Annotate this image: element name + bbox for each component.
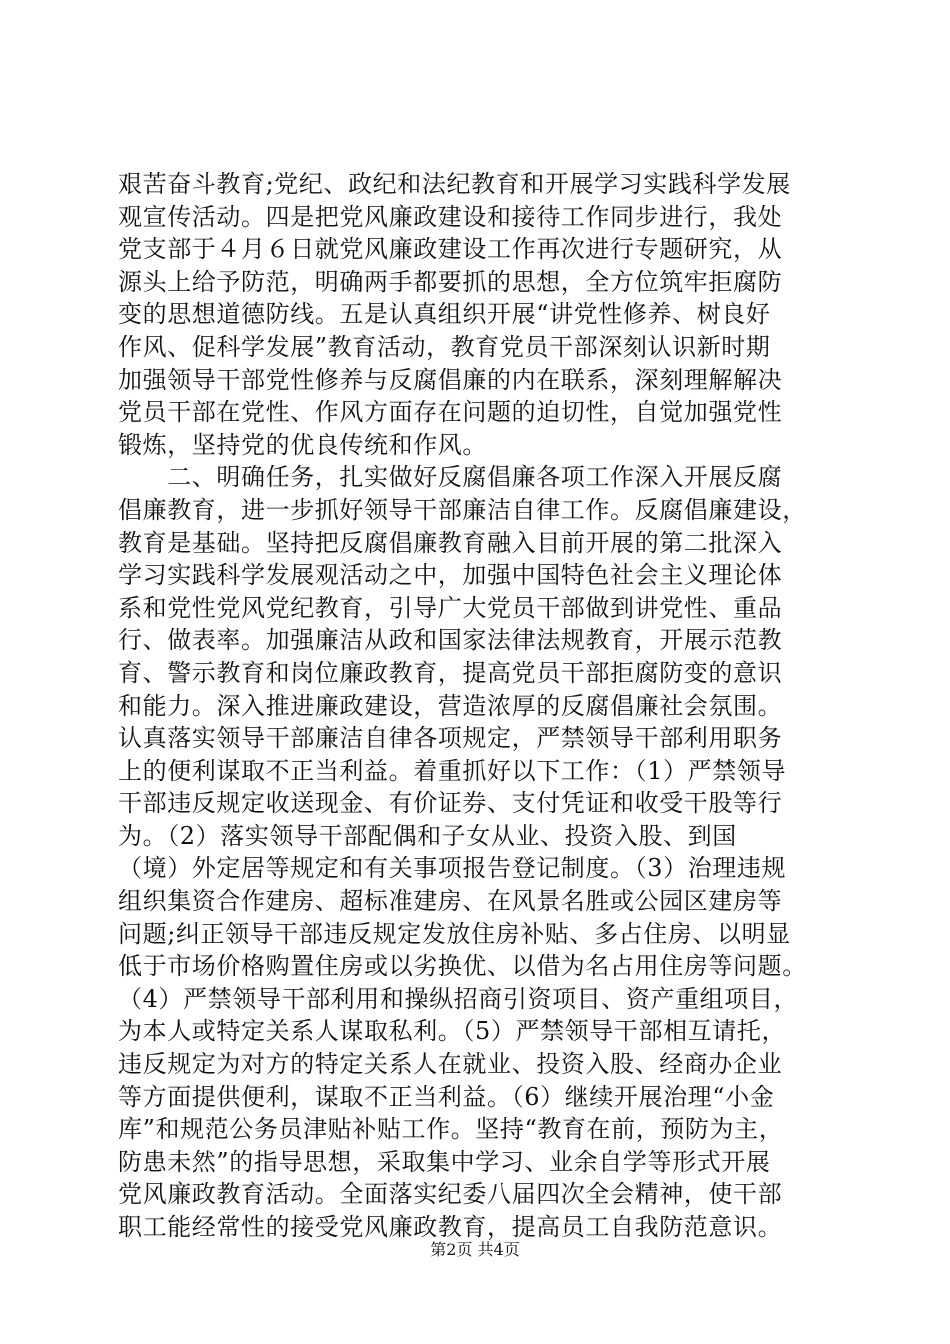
- text-line: 库”和规范公务员津贴补贴工作。坚持“教育在前，预防为主，: [118, 1115, 784, 1144]
- text-line: 二、明确任务，扎实做好反腐倡廉各项工作深入开展反腐: [118, 463, 783, 492]
- text-line: 系和党性党风党纪教育，引导广大党员干部做到讲党性、重品: [118, 593, 783, 622]
- text-line: 为。（2）落实领导干部配偶和子女从业、投资入股、到国: [118, 821, 737, 850]
- text-line: 锻炼，坚持党的优良传统和作风。: [118, 430, 487, 459]
- text-line: 党员干部在党性、作风方面存在问题的迫切性，自觉加强党性: [118, 398, 783, 427]
- text-line: 低于市场价格购置住房或以劣换优、以借为名占用住房等问题。: [118, 952, 807, 981]
- text-line: 为本人或特定关系人谋取私利。（5）严禁领导干部相互请托，: [118, 1017, 787, 1046]
- text-line: 等方面提供便利，谋取不正当利益。（6）继续开展治理“小金: [118, 1082, 775, 1111]
- text-line: 变的思想道德防线。五是认真组织开展“讲党性修养、树良好: [118, 300, 771, 329]
- text-line: （境）外定居等规定和有关事项报告登记制度。（3）治理违规: [118, 854, 787, 883]
- text-line: 组织集资合作建房、超标准建房、在风景名胜或公园区建房等: [118, 887, 783, 916]
- text-line: 职工能经常性的接受党风廉政教育，提高员工自我防范意识。: [118, 1213, 783, 1241]
- text-line: 党支部于４月６日就党风廉政建设工作再次进行专题研究，从: [118, 235, 783, 264]
- text-line: 行、做表率。加强廉洁从政和国家法律法规教育，开展示范教: [118, 626, 783, 655]
- text-line: 育、警示教育和岗位廉政教育，提高党员干部拒腐防变的意识: [118, 658, 783, 687]
- text-line: 源头上给予防范，明确两手都要抓的思想，全方位筑牢拒腐防: [118, 267, 783, 296]
- text-line: 观宣传活动。四是把党风廉政建设和接待工作同步进行，我处: [118, 202, 783, 231]
- text-line: 作风、促科学发展”教育活动，教育党员干部深刻认识新时期: [118, 332, 771, 361]
- text-line: 违反规定为对方的特定关系人在就业、投资入股、经商办企业: [118, 1050, 783, 1079]
- text-line: 加强领导干部党性修养与反腐倡廉的内在联系，深刻理解解决: [118, 365, 783, 394]
- page-footer: 第2页 共4页: [430, 1240, 520, 1259]
- body-text: [118, 168, 838, 1244]
- text-line: 干部违反规定收送现金、有价证券、支付凭证和收受干股等行: [118, 789, 783, 818]
- text-line: （4）严禁领导干部利用和操纵招商引资项目、资产重组项目，: [118, 984, 799, 1013]
- text-line: 党风廉政教育活动。全面落实纪委八届四次全会精神，使干部: [118, 1180, 783, 1209]
- text-line: 上的便利谋取不正当利益。着重抓好以下工作：（1）严禁领导: [118, 756, 787, 785]
- text-line: 和能力。深入推进廉政建设，营造浓厚的反腐倡廉社会氛围。: [118, 691, 783, 720]
- text-line: 教育是基础。坚持把反腐倡廉教育融入目前开展的第二批深入: [118, 528, 783, 557]
- text-line: 倡廉教育，进一步抓好领导干部廉洁自律工作。反腐倡廉建设，: [118, 495, 807, 524]
- text-line: 艰苦奋斗教育;党纪、政纪和法纪教育和开展学习实践科学发展: [118, 170, 791, 198]
- text-line: 防患未然”的指导思想，采取集中学习、业余自学等形式开展: [118, 1147, 771, 1176]
- text-line: 问题;纠正领导干部违反规定发放住房补贴、多占住房、以明显: [118, 919, 791, 948]
- text-line: 认真落实领导干部廉洁自律各项规定，严禁领导干部利用职务: [118, 724, 783, 753]
- text-line: 学习实践科学发展观活动之中，加强中国特色社会主义理论体: [118, 561, 783, 590]
